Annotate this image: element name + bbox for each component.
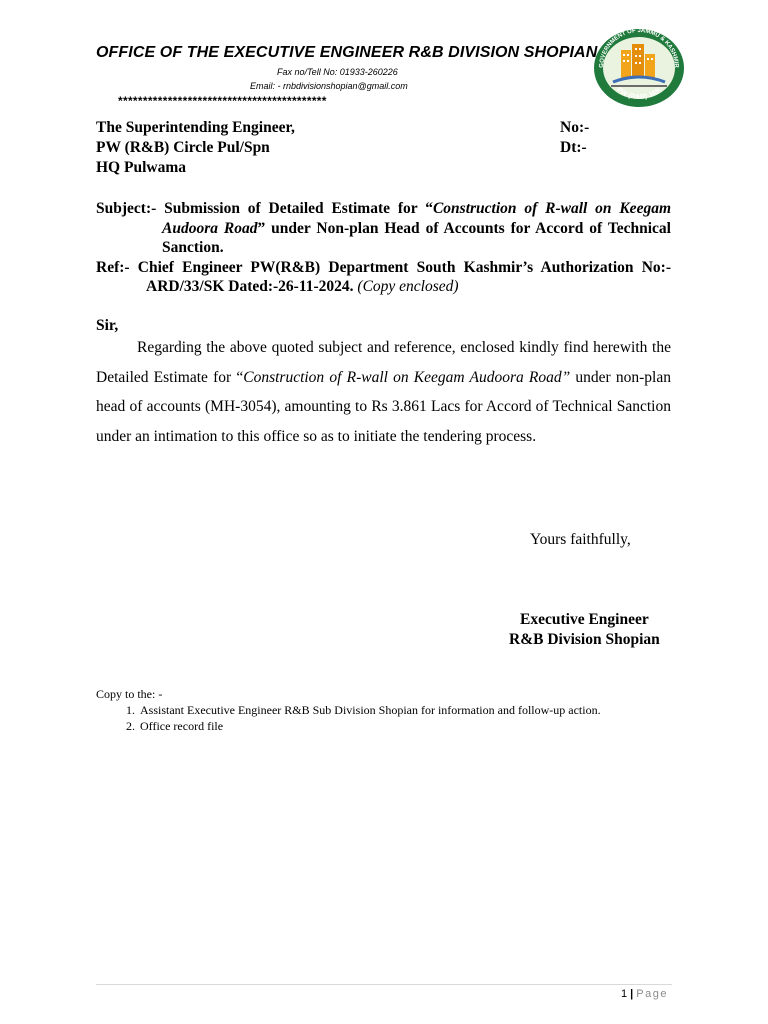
letter-date-field: Dt:- xyxy=(560,139,587,156)
page-footer xyxy=(621,988,668,1000)
department-logo xyxy=(593,28,685,108)
body-text: Regarding the above quoted subject and reference, enclosed kindly find herewith the Detailed Estimate for “ xyxy=(96,339,671,386)
addressee-line: The Superintending Engineer, xyxy=(96,119,295,136)
body-work-name: Construction of R-wall on Keegam Audoora Road” xyxy=(243,368,571,386)
reference-line xyxy=(96,258,671,297)
subject-work-name: Construction of R-wall on Keegam Audoora Road xyxy=(162,200,672,237)
addressee-line: PW (R&B) Circle Pul/Spn xyxy=(96,139,270,156)
letter-ref-fields xyxy=(560,118,589,158)
logo-text-bottom: PW (R&B) J&K xyxy=(615,86,663,102)
reference-label: Ref:- xyxy=(96,258,130,276)
addressee-block xyxy=(96,118,295,178)
signatory-title: Executive Engineer xyxy=(520,611,649,628)
list-item: 2. Office record file xyxy=(138,718,601,734)
signatory-office: R&B Division Shopian xyxy=(509,631,660,648)
copy-to-label: Copy to the: - xyxy=(96,687,163,701)
copy-to-list xyxy=(96,702,601,734)
office-title: OFFICE OF THE EXECUTIVE ENGINEER R&B DIVISION SHOPIAN xyxy=(96,44,598,61)
subject-text-after: ” under Non-plan Head of Accounts for Accord of Technical Sanction. xyxy=(162,219,671,256)
subject-reference-block xyxy=(96,199,671,297)
page-separator: | xyxy=(627,988,637,1000)
addressee-line: HQ Pulwama xyxy=(96,159,186,176)
reference-text: Chief Engineer PW(R&B) Department South Kashmir’s Authorization No:-ARD/33/SK Dated:-26-11-2024. xyxy=(129,258,671,295)
closing: Yours faithfully, xyxy=(530,531,631,548)
reference-note: (Copy enclosed) xyxy=(353,278,459,295)
list-item: 1. Assistant Executive Engineer R&B Sub Division Shopian for information and follow-up action. xyxy=(138,702,601,718)
subject-text-before: Submission of Detailed Estimate for “ xyxy=(156,200,433,217)
header-separator: ****************************************** xyxy=(118,94,327,108)
page-word: Page xyxy=(636,988,668,1000)
fax-number: Fax no/Tell No: 01933-260226 xyxy=(277,67,398,77)
subject-label: Subject:- xyxy=(96,200,157,217)
salutation: Sir, xyxy=(96,317,119,334)
body-text: under non-plan head of accounts (MH-3054), amounting to Rs 3.861 Lacs for Accord of Technical Sanction under an intimation to this office so as to initiate the tendering process. xyxy=(96,368,671,445)
logo-text-top: GOVERNMENT OF JAMMU & KASHMIR xyxy=(598,28,680,69)
signature-block xyxy=(509,610,660,650)
page-number: 1 xyxy=(620,988,628,1000)
footer-divider xyxy=(96,984,672,985)
subject-line xyxy=(96,199,671,258)
letter-body xyxy=(96,333,671,451)
email-address: Email: - rnbdivisionshopian@gmail.com xyxy=(250,81,408,91)
letter-number-field: No:- xyxy=(560,119,590,136)
copy-to-block xyxy=(96,686,601,734)
